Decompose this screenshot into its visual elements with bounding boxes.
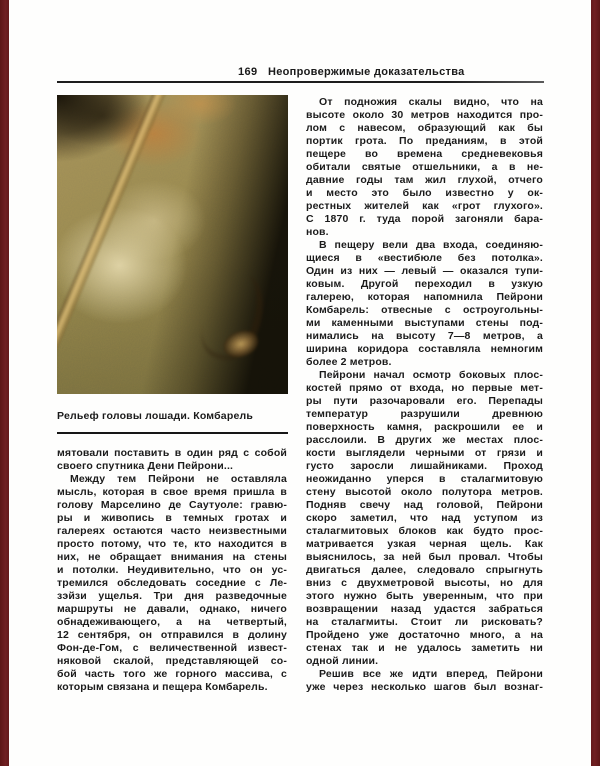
text-line: 12 сентября, он отправился в долину <box>57 629 287 641</box>
caption-rule <box>57 432 288 434</box>
text-line: сталагмитовых блоков как будто прос- <box>306 525 543 537</box>
text-line: Подняв свечу над головой, Пейрони <box>306 499 543 511</box>
text-line: ковым. Другой переходил в узкую <box>306 278 543 290</box>
text-line: Фон-де-Гом, с величественной извест- <box>57 642 287 654</box>
text-line: Один из них — левый — оказался тупи- <box>306 265 543 277</box>
text-line: и место это было известно у ок- <box>306 187 543 199</box>
text-line: более 2 метров. <box>306 356 392 368</box>
text-line: щиеся в «вестибюле без потолка». <box>306 252 543 264</box>
text-line: температур разрушили древнюю <box>306 408 543 420</box>
text-line: двигаться далее, следовало спрыгнуть <box>306 564 543 576</box>
text-line: Комбарель: отвесные с остроугольны- <box>306 304 543 316</box>
text-line: возвращении назад удастся забраться <box>306 603 543 615</box>
text-line: бой часть того же горного массива, с <box>57 668 287 680</box>
text-line: обитали святые отшельники, а в не- <box>306 161 543 173</box>
text-line: своего спутника Дени Пейрони... <box>57 460 234 472</box>
text-line: и потолки. Неудивительно, что он ус- <box>57 564 287 576</box>
text-line: Решив все же идти вперед, Пейрони <box>319 668 543 680</box>
text-line: галереях остаются часто неизвестными <box>57 525 287 537</box>
text-line: От подножия скалы видно, что на <box>319 96 543 108</box>
photo-grain-texture <box>57 95 288 394</box>
text-line: стенах так и не удалось заметить ни <box>306 642 543 654</box>
text-line: Пройдено уже достаточно много, а на <box>306 629 543 641</box>
text-line: которым связана и пещера Комбарель. <box>57 681 268 693</box>
text-line: них, не обращает внимания на стены <box>57 551 287 563</box>
text-line: мятовали поставить в один ряд с собой <box>57 447 287 459</box>
text-line: на сталагмиты. Стоит ли рисковать? <box>306 616 543 628</box>
text-line: ры и живопись в темных гротах и <box>57 512 287 524</box>
text-line: поверхность камня, раскрошили ее и <box>306 421 543 433</box>
text-line: расслоили. В других же местах плос- <box>306 434 543 446</box>
text-line: этого нужно быть уверенным, что при <box>306 590 543 602</box>
text-line: костей прямо от входа, но первые мет- <box>306 382 543 394</box>
cave-relief-photo <box>57 95 288 394</box>
text-line: няковой скалой, представляющей со- <box>57 655 287 667</box>
text-line: галерею, которая напомнила Пейрони <box>306 291 543 303</box>
text-line: Пейрони начал осмотр боковых плос- <box>319 369 543 381</box>
text-line: ры пути разочаровали его. Перепады <box>306 395 543 407</box>
text-line: уже через несколько шагов был вознаг- <box>306 681 543 693</box>
text-line: матривается узкая черная щель. Как <box>306 538 543 550</box>
text-line: зэйзи ущелья. Три дня разведочные <box>57 590 287 602</box>
text-line: С 1870 г. туда порой загоняли бара- <box>306 213 543 225</box>
text-line: маршруты не давали, однако, ничего <box>57 603 287 615</box>
page-edge-band-right <box>591 0 600 766</box>
text-line: вниз с двухметровой высоты, но для <box>306 577 543 589</box>
left-column-text <box>57 447 287 694</box>
right-column-text <box>306 96 543 694</box>
text-line: одной линии. <box>306 655 379 667</box>
text-line: просто потому, что те, кто находится в <box>57 538 287 550</box>
text-line: рестных жителей как «грот глухого». <box>306 200 543 212</box>
text-line: В пещеру вели два входа, соединяю- <box>319 239 543 251</box>
text-line: ширина коридора составляла немногим <box>306 343 543 355</box>
text-line: пещере во времена средневековья <box>306 148 543 160</box>
text-line: кости выглядели черными от грязи и <box>306 447 543 459</box>
text-line: скоро заметил, что над уступом из <box>306 512 543 524</box>
text-line: густо заросли лишайниками. Проход <box>306 460 543 472</box>
text-line: портик грота. По преданиям, в этой <box>306 135 543 147</box>
text-line: мысль, которая в свое время пришла в <box>57 486 287 498</box>
text-line: нимались на высоту 7—8 метров, а <box>306 330 543 342</box>
text-line: неожиданно уперся в сталагмитовую <box>306 473 543 485</box>
text-line: нов. <box>306 226 329 238</box>
text-line: Между тем Пейрони не оставляла <box>70 473 287 485</box>
text-line: давние годы там жил глухой, отчего <box>306 174 543 186</box>
text-line: высоте около 30 метров находится про- <box>306 109 543 121</box>
text-line: выяснилось, за ней был провал. Чтобы <box>306 551 543 563</box>
chapter-title: Неопровержимые доказательства <box>268 66 465 78</box>
text-line: ми каменными выступами стены под- <box>306 317 543 329</box>
text-line: лом с навесом, образующий как бы <box>306 122 543 134</box>
text-line: тремился обследовать соседние с Ле- <box>57 577 287 589</box>
page-edge-band-left <box>0 0 9 766</box>
page-number: 169 <box>238 66 258 78</box>
text-line: стену высотой около полутора метров. <box>306 486 543 498</box>
header-rule <box>57 81 544 83</box>
text-line: голову Марселино де Саутуоле: гравю- <box>57 499 287 511</box>
text-line: обнадеживающего, а на четвертый, <box>57 616 287 628</box>
figure-caption: Рельеф головы лошади. Комбарель <box>57 410 254 422</box>
